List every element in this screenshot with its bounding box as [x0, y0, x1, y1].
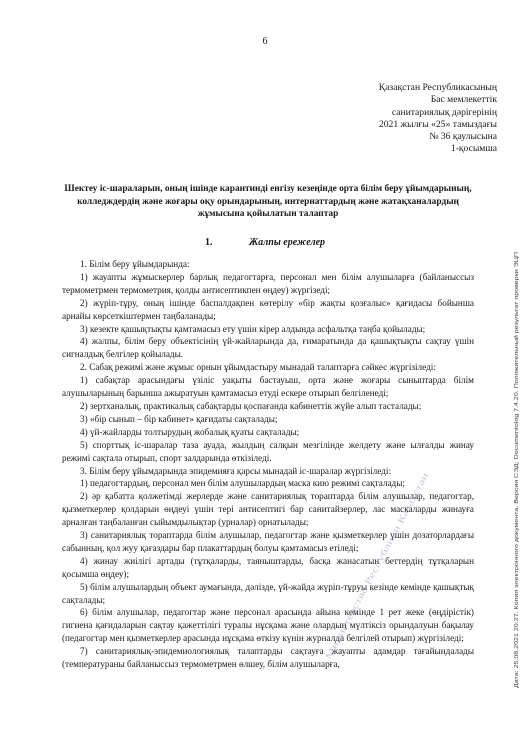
appendix-line: № 36 қаулысына [429, 131, 497, 143]
paragraph: 6) білім алушылар, педагогтар және персонал арасында айына кемінде 1 рет жеке (өңдірістік) гигиена қағидаларын сақтау қажеттілігі туралы нұсқама және олардың мүлтіксіз орындалуын бақылау (педагогтар мен қызметкерлер арасында нұсқама өткізу күнін журналда белгілей отырып) жүргізіледі; [62, 607, 474, 644]
paragraph: 4) жинау жиілігі артады (тұтқаларды, таяныштарды, басқа жанасатын беттердің тұтқаларын қосымша өңдеу); [62, 555, 474, 579]
paragraph: 3) кезекте қашықтықты қамтамасыз ету үшін кірер алдында асфальтқа таңба қойылады; [80, 323, 426, 334]
appendix-line: 2021 жылғы «25» тамыздағы [378, 118, 497, 130]
electronic-copy-stamp-text: Дата: 25.08.2021 20:27. Копия электронного документа. Версия СЭД: Documentolog 7.4.20. Положительный результат проверки ЭЦП [514, 367, 520, 688]
paragraph: 3. Білім беру ұйымдарында эпидемияға қарсы мынадай іс-шаралар жүргізіледі: [80, 465, 392, 476]
appendix-line: санитариялық дәрігерінің [391, 106, 497, 118]
page-number: 6 [262, 36, 268, 47]
paragraph: 1) педагогтардың, персонал мен білім алушылардың маска кию режимі сақталады; [80, 478, 405, 489]
paragraph: 4) үй-жайларды толтырудың жобалық қуаты сақталады; [80, 426, 300, 437]
appendix-line: Қазақстан Республикасының [378, 82, 497, 93]
paragraph: 3) санитариялық тораптарда білім алушылар, педагогтар және қызметкерлер үшін дозаторлардағы сабынның, қол жуу қағаздары бар плакаттардың болуы қамтамасыз етіледі; [62, 530, 474, 553]
paragraph: 7) санитариялық-эпидемиологиялық талаптарды сақтауға жауапты адамдар тағайындалады (температураны байланыссыз термометрмен өлшеу, білім алушыларға, [62, 646, 474, 670]
paragraph: 2) жүріп-тұру, оның ішінде баспалдақпен көтерілу «бір жақты қозғалыс» қағидасы бойынша арнайы көрсеткіштермен таңбаланады; [62, 297, 474, 321]
appendix-block [379, 82, 497, 156]
paragraph: 2) зертханалық, практикалық сабақтарды қоспағанда кабинеттік жүйе алып тасталады; [80, 400, 422, 411]
paragraph: 5) спорттық іс-шаралар таза ауада, жылдың салқын мезгілінде желдету және ылғалды жинау режимі сақтала отырып, спорт залдарында өткізіледі. [62, 439, 474, 463]
paragraph: 1) сабақтар арасындағы үзіліс уақыты бастауыш, орта және жоғары сыныптарда білім алушыларының барынша ажыратуын қамтамасыз етуді ескере отырып белгіленеді; [62, 375, 474, 399]
watermark-stamp [270, 470, 510, 670]
document-title: Шектеу іс-шараларын, оның ішінде карантинді енгізу кезеңінде орта білім беру ұйымдарының, колледждердің және жоғары оқу орындарының, интернаттардың және жатақханалардың жұмысына қойылатын талаптар [64, 184, 472, 220]
electronic-copy-stamp [510, 250, 522, 690]
watermark-text: Министерство Республики Казахстан [322, 529, 400, 661]
paragraph: 5) білім алушылардың объект аумағында, дәлізде, үй-жайда жүріп-тұруы кезінде кемінде қашықтық сақталады; [62, 581, 474, 605]
section-number: 1. [204, 237, 213, 248]
paragraph: 3) «бір сынып – бір кабинет» қағидаты сақталады; [80, 413, 278, 424]
paragraph: 2. Сабақ режимі және жұмыс орнын ұйымдастыру мынадай талаптарға сәйкес жүргізіледі: [80, 362, 436, 373]
paragraph: 1. Білім беру ұйымдарында: [80, 259, 190, 269]
section-heading [0, 237, 530, 248]
paragraph: 4) жалпы, білім беру объектісінің үй-жайларында да, ғимаратында да қашықтықты сақтау үшін сигналдық белгілер қойылады. [62, 336, 474, 360]
appendix-line: 1-қосымша [450, 143, 497, 155]
section-name: Жалпы ережелер [248, 237, 326, 248]
paragraph: 2) әр қабатта қолжетімді жерлерде және санитариялық тораптарда білім алушылар, педагогтар, қызметкерлер қолдарын өңдеуі үшін тері антисептигі бар санитайзерлер, лас маскаларды жинауға арналған таңбаланған сыйымдылықтар (урналар) орнатылады; [62, 491, 474, 528]
paragraph: 1) жауапты жұмыскерлер барлық педагогтарға, персонал мен білім алушыларға (байланыссыз термометрмен термометрия, қолды антисептикпен өңдеу) жүргізеді; [62, 271, 474, 295]
appendix-line: Бас мемлекеттік [430, 94, 497, 106]
